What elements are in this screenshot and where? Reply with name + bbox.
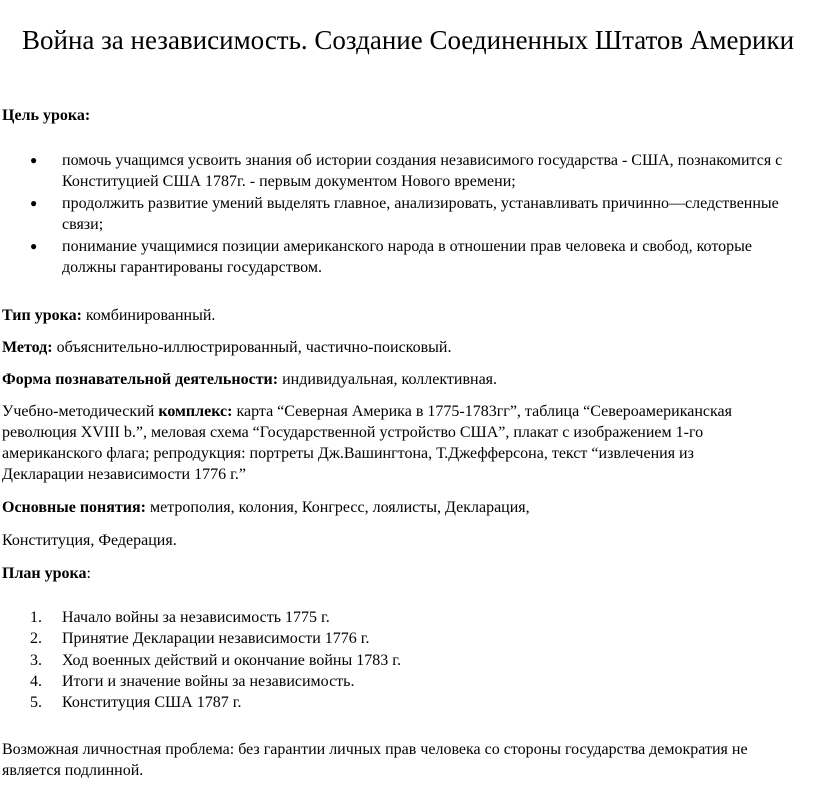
plan-item-number: 1.	[30, 609, 42, 626]
method-value: объяснительно-иллюстрированный, частично-поисковый.	[52, 339, 452, 356]
page-title: Война за независимость. Создание Соединенных Штатов Америки	[21, 25, 795, 55]
plan-item-number: 2.	[30, 630, 42, 647]
lesson-type-label: Тип урока:	[2, 307, 82, 324]
possible-problem: Возможная личностная проблема: без гарантии личных прав человека со стороны государства демократия не является подлинной.	[2, 741, 748, 779]
goal-item: помочь учащимся усвоить знания об истории создания независимого государства - США, познакомится с Конституцией США 1787г. - первым документом Нового времени;	[62, 152, 783, 190]
plan-colon: :	[86, 565, 91, 582]
activity-form	[2, 369, 802, 390]
plan-label: План урока	[2, 565, 87, 582]
plan-item-number: 4.	[30, 673, 42, 690]
concepts-value: метрополия, колония, Конгресс, лоялисты, Декларация,	[145, 499, 530, 516]
lesson-type-value: комбинированный.	[81, 307, 216, 324]
bullet-icon: ●	[30, 239, 38, 253]
method	[2, 337, 802, 358]
teaching-complex	[2, 401, 772, 485]
lesson-type	[2, 305, 802, 326]
plan-item: Итоги и значение войны за независимость.	[62, 673, 355, 690]
plan-item: Принятие Декларации независимости 1776 г.	[62, 630, 370, 647]
plan-item: Начало войны за независимость 1775 г.	[62, 609, 330, 626]
complex-label: комплекс:	[158, 403, 233, 420]
goal-item: понимание учащимися позиции американского народа в отношении прав человека и свобод, которые должны гарантированы государством.	[62, 238, 752, 276]
goal-item: продолжить развитие умений выделять главное, анализировать, устанавливать причинно—следственные связи;	[62, 195, 779, 233]
complex-value: карта “Северная Америка в 1775-1783гг”, таблица “Североамериканская революция XVIII b.”, меловая схема “Государственной устройство США”, плакат с изображением 1-го американского флага; репродукция: портреты Дж.Вашингтона, Т.Джефферсона, текст “извлечения из Декларации независимости 1776 г.”	[2, 403, 732, 483]
plan-item-number: 5.	[30, 694, 42, 711]
plan-item: Конституция США 1787 г.	[62, 694, 242, 711]
concepts-label: Основные понятия:	[2, 499, 146, 516]
bullet-icon: ●	[30, 153, 38, 167]
activity-form-label: Форма познавательной деятельности:	[2, 371, 279, 388]
plan-item-number: 3.	[30, 652, 42, 669]
basic-concepts	[2, 497, 802, 518]
activity-form-value: индивидуальная, коллективная.	[278, 371, 498, 388]
concepts-continuation: Конституция, Федерация.	[2, 532, 177, 549]
goal-heading: Цель урока:	[2, 107, 91, 124]
plan-heading	[2, 563, 802, 584]
complex-prefix: Учебно-методический	[2, 403, 159, 420]
method-label: Метод:	[2, 339, 53, 356]
plan-item: Ход военных действий и окончание войны 1783 г.	[62, 652, 401, 669]
bullet-icon: ●	[30, 196, 38, 210]
